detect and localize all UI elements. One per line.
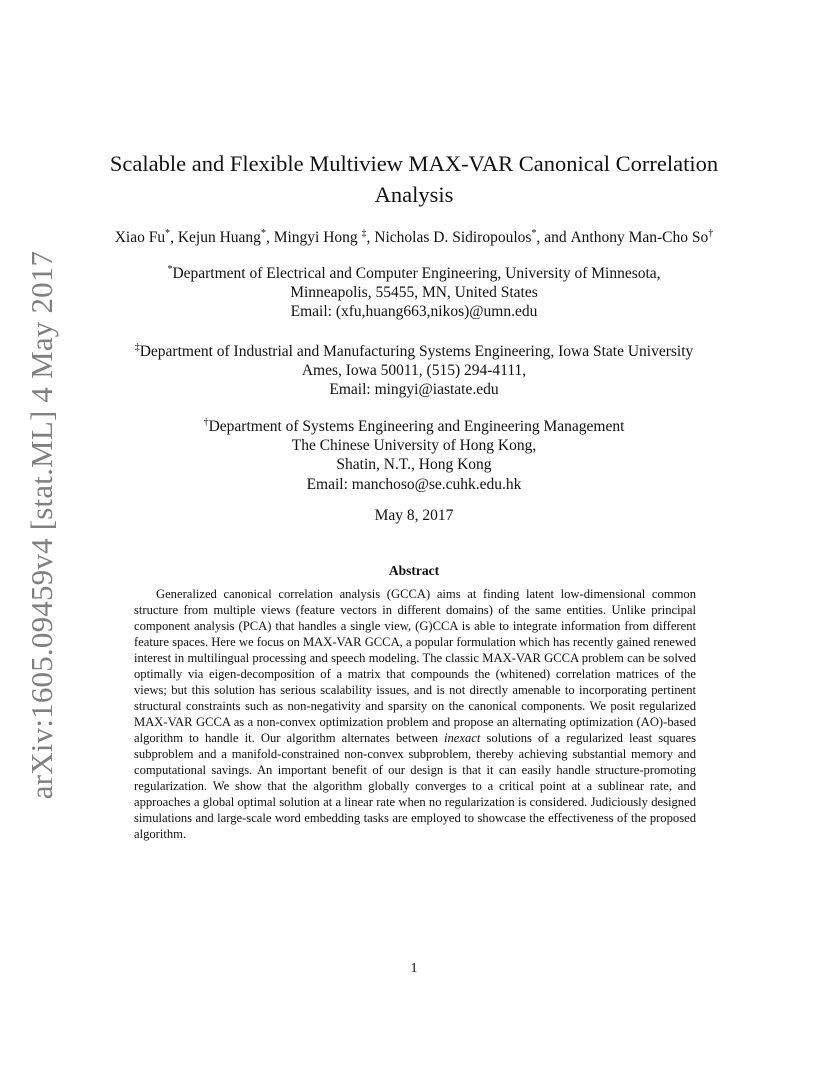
author-separator: , (170, 229, 178, 246)
affiliation-line: Ames, Iowa 50011, (515) 294-4111, (301, 362, 527, 380)
affiliation-line: The Chinese University of Hong Kong, (291, 437, 537, 455)
author-name: Nicholas D. Sidiropoulos (374, 229, 532, 246)
abstract-text: Generalized canonical correlation analysis (GCCA) aims at finding latent low-dimensional common structure from multiple views (feature vectors in different domains) of the same entities. Unlike principal component analysis (PCA) that handles a single view, (G)CCA is able to integrate information from different feature spaces. Here we focus on MAX-VAR GCCA, a popular formulation which has recently gained renewed interest in multilingual processing and speech modeling. The classic MAX-VAR GCCA problem can be solved optimally via eigen-decomposition of a matrix that compounds the (whitened) correlation matrices of the views; but this solution has serious scalability issues, and is not directly amenable to incorporating pertinent structural constraints such as non-negativity and sparsity on the canonical components. We posit regularized MAX-VAR GCCA as a non-convex optimization problem and propose an alternating optimization (AO)-based algorithm to handle it. Our algorithm alternates between (134, 587, 696, 745)
author-affiliation-mark: * (260, 228, 266, 239)
author-affiliation-mark: † (708, 228, 714, 239)
author-name: Anthony Man-Cho So (570, 229, 709, 246)
affiliation-line: Shatin, N.T., Hong Kong (336, 456, 492, 474)
abstract-body (134, 586, 696, 842)
abstract-heading: Abstract (388, 563, 440, 578)
affiliation-line: ‡Department of Industrial and Manufacturing Systems Engineering, Iowa State University (134, 342, 694, 360)
author-name: Xiao Fu (114, 229, 166, 246)
affiliation-cuhk (80, 417, 748, 494)
affiliation-iowa-state (80, 342, 748, 400)
paper-date: May 8, 2017 (374, 507, 454, 524)
author-affiliation-mark: * (531, 228, 537, 239)
author-conjunction: and (544, 229, 567, 246)
abstract-text: solutions of a regularized least squares subproblem and a manifold-constrained non-convex subproblem, thereby achieving substantial memory and computational savings. An important benefit of our design is that it can easily handle structure-promoting regularization. We show that the algorithm globally converges to a critical point at a sublinear rate, and approaches a global optimal solution at a linear rate when no regularization is considered. Judiciously designed simulations and large-scale word embedding tasks are employed to showcase the effectiveness of the proposed algorithm. (134, 731, 696, 841)
abstract-emphasis: inexact (444, 731, 481, 745)
author-separator: , (265, 229, 274, 246)
author-affiliation-mark: ‡ (361, 228, 367, 239)
affiliation-line: †Department of Systems Engineering and Engineering Management (203, 417, 625, 435)
author-name: Mingyi Hong (273, 229, 362, 246)
paper-title: Scalable and Flexible Multiview MAX-VAR Canonical Correlation Analysis (109, 151, 719, 207)
affiliation-minnesota (80, 264, 748, 322)
author-affiliation-mark: * (165, 228, 171, 239)
page-number: 1 (410, 961, 418, 976)
affiliation-email: Email: manchoso@se.cuhk.edu.hk (306, 475, 522, 493)
affiliation-email: Email: mingyi@iastate.edu (329, 381, 499, 399)
author-list (60, 228, 768, 248)
author-separator: , (366, 229, 375, 246)
author-separator: , (536, 229, 545, 246)
author-name: Kejun Huang (177, 229, 261, 246)
affiliation-mark: † (203, 417, 209, 428)
affiliation-line: Minneapolis, 55455, MN, United States (290, 284, 538, 302)
affiliation-email: Email: (xfu,huang663,nikos)@umn.edu (290, 303, 538, 321)
arxiv-identifier: arXiv:1605.09459v4 [stat.ML] 4 May 2017 (24, 250, 59, 800)
affiliation-line: *Department of Electrical and Computer Engineering, University of Minnesota, (167, 264, 661, 282)
affiliation-mark: ‡ (134, 342, 140, 353)
affiliation-mark: * (167, 264, 173, 275)
